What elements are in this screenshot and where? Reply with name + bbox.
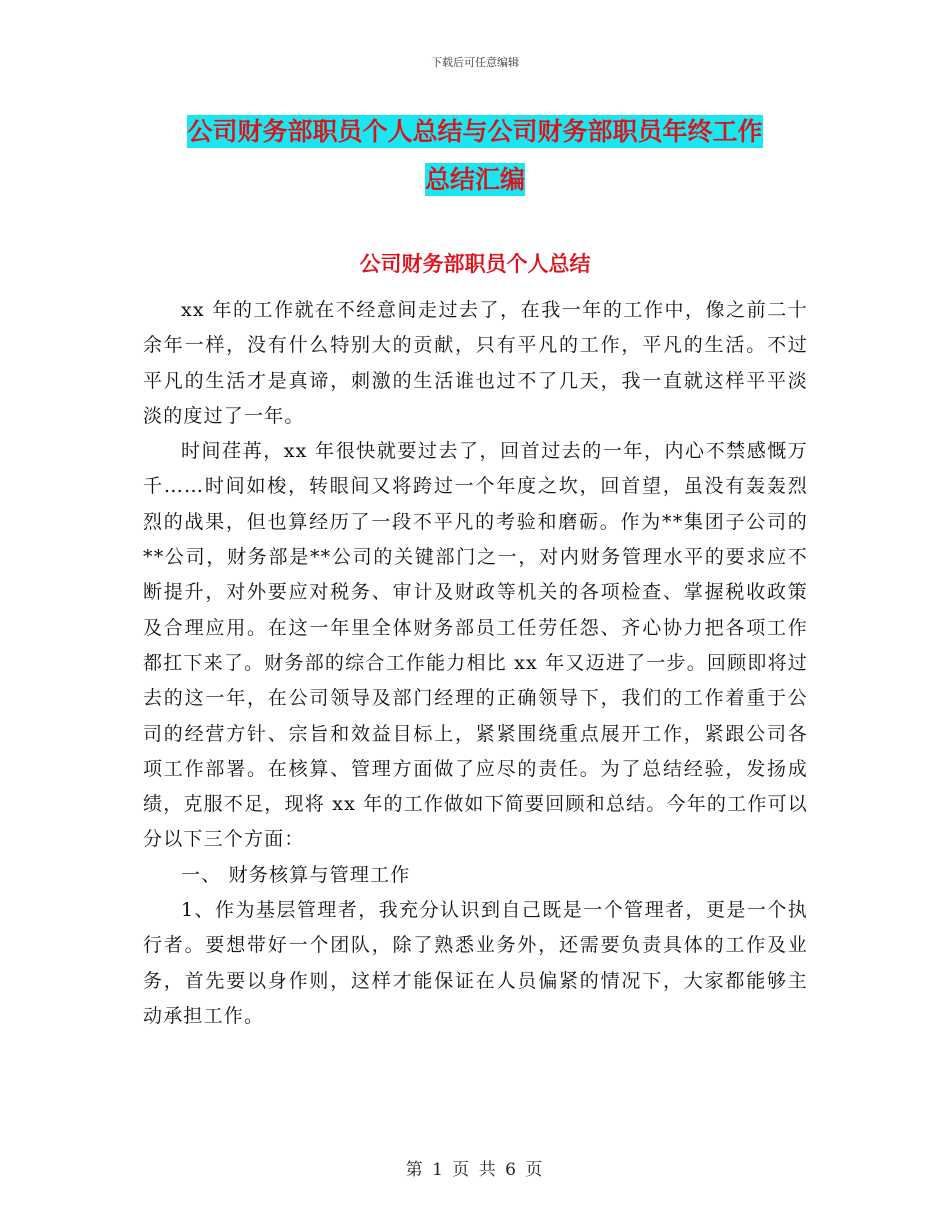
paragraph-3: 1、作为基层管理者，我充分认识到自己既是一个管理者，更是一个执行者。要想带好一个团队，除了熟悉业务外，还需要负责具体的工作及业务，首先要以身作则，这样才能保证在人员偏紧的情况下，大家都能够主动承担工作。 [143,899,808,1027]
document-body [143,293,808,1034]
document-title [0,108,950,204]
subheading-1: 一、 财务核算与管理工作 [181,863,411,886]
section-title: 公司财务部职员个人总结 [359,252,591,276]
document-title-line-2: 总结汇编 [424,165,525,194]
document-title-line-1: 公司财务部职员个人总结与公司财务部职员年终工作 [187,117,763,146]
paragraph-2: 时间荏苒，xx 年很快就要过去了，回首过去的一年，内心不禁感慨万千……时间如梭，转眼间又将跨过一个年度之坎，回首望，虽没有轰轰烈烈的战果，但也算经历了一段不平凡的考验和磨砺。作为**集团子公司的**公司，财务部是**公司的关键部门之一，对内财务管理水平的要求应不断提升，对外要应对税务、审计及财政等机关的各项检查、掌握税收政策及合理应用。在这一年里全体财务部员工任劳任怨、齐心协力把各项工作都扛下来了。财务部的综合工作能力相比 xx 年又迈进了一步。回顾即将过去的这一年，在公司领导及部门经理的正确领导下，我们的工作着重于公司的经营方针、宗旨和效益目标上，紧紧围绕重点展开工作，紧跟公司各项工作部署。在核算、管理方面做了应尽的责任。为了总结经验，发扬成绩，克服不足，现将 xx 年的工作做如下简要回顾和总结。今年的工作可以分以下三个方面： [143,440,808,851]
header-note: 下载后可任意编辑 [431,56,519,69]
paragraph-1: xx 年的工作就在不经意间走过去了，在我一年的工作中，像之前二十余年一样，没有什么特别大的贡献，只有平凡的工作，平凡的生活。不过平凡的生活才是真谛，刺激的生活谁也过不了几天，我一直就这样平平淡淡的度过了一年。 [143,299,808,427]
page-footer: 第 1 页 共 6 页 [405,1160,545,1180]
